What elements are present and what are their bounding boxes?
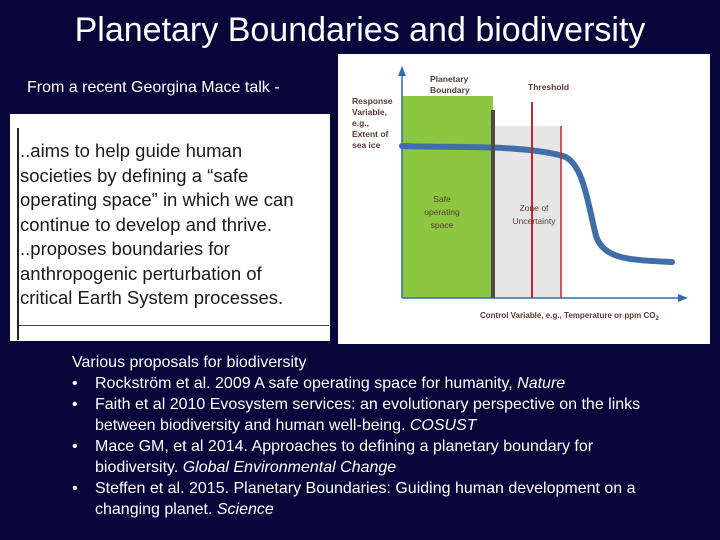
y-axis-label: Variable, — [352, 107, 387, 117]
planetary-boundary-label: Planetary — [430, 74, 469, 84]
quote-text — [20, 139, 294, 311]
quote-left-rule — [17, 128, 19, 340]
proposal-journal: Global Environmental Change — [182, 459, 397, 476]
proposal-text: Rockström et al. 2009 A safe operating space for humanity, — [95, 375, 518, 392]
y-axis-label: Response — [352, 96, 393, 106]
safe-space-label: operating — [424, 207, 460, 217]
quote-bottom-rule — [19, 325, 329, 326]
quote-line: operating space” in which we can — [20, 189, 294, 210]
y-axis-label: sea ice — [352, 140, 381, 150]
proposal-text: Steffen et al. 2015. Planetary Boundaries: Guiding human development on a changing planet. — [95, 480, 636, 518]
slide-title: Planetary Boundaries and biodiversity — [74, 11, 646, 49]
proposal-journal: COSUST — [409, 417, 477, 434]
safe-space-label: Safe — [433, 194, 451, 204]
slide-subtitle: From a recent Georgina Mace talk - — [27, 79, 280, 96]
quote-line: ..proposes boundaries for — [20, 238, 230, 259]
quote-line: societies by defining a “safe — [20, 164, 249, 186]
bullet: • — [72, 396, 78, 413]
proposal-text: Faith et al 2010 Evosystem services: an evolutionary perspective on the links between biodiversity and human well-being. — [95, 396, 641, 434]
y-axis-label: e.g., — [352, 118, 370, 128]
proposals-heading: Various proposals for biodiversity — [72, 354, 307, 371]
uncertainty-label: Zone of — [519, 203, 549, 213]
y-axis-label: Extent of — [352, 129, 389, 139]
quote-line: anthropogenic perturbation of — [20, 262, 262, 284]
bullet: • — [72, 375, 78, 392]
proposal-item — [72, 394, 672, 436]
planetary-boundary-label: Boundary — [430, 85, 470, 95]
proposal-item — [72, 436, 672, 478]
proposal-journal: Nature — [517, 375, 566, 392]
safe-space-label: space — [430, 220, 454, 230]
quote-line: ..aims to help guide human — [20, 140, 243, 161]
proposal-journal: Science — [216, 501, 274, 518]
diagram-svg — [338, 54, 710, 344]
threshold-label: Threshold — [528, 82, 570, 92]
planetary-boundary-diagram — [338, 54, 710, 344]
bullet: • — [72, 480, 78, 497]
uncertainty-label: Uncertainty — [512, 216, 556, 226]
proposals-section — [72, 352, 672, 520]
proposal-item — [72, 373, 672, 394]
quote-line: continue to develop and thrive. — [20, 213, 272, 235]
quote-box — [10, 114, 330, 341]
x-axis-label: Control Variable, e.g., Temperature or ppm $CO_2$ — [480, 311, 659, 322]
proposal-text: Mace GM, et al 2014. Approaches to defining a planetary boundary for biodiversity. — [95, 438, 594, 476]
bullet: • — [72, 438, 78, 455]
proposal-item — [72, 478, 672, 520]
quote-line: critical Earth System processes. — [20, 287, 284, 308]
